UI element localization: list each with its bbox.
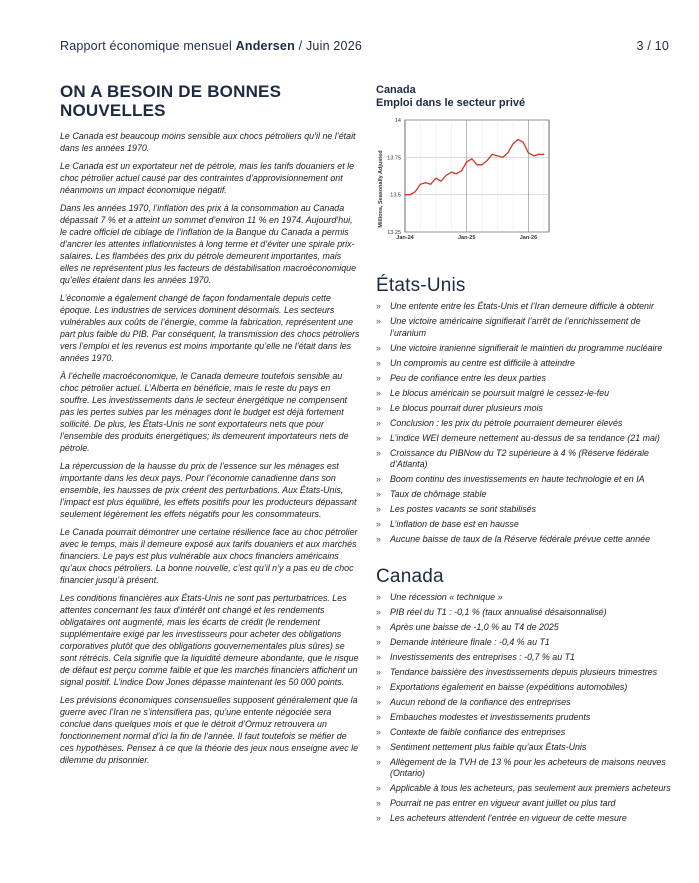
data-point bbox=[538, 154, 539, 155]
data-point bbox=[466, 161, 467, 162]
article-paragraph: À l’échelle macroéconomique, le Canada demeure toutefois sensible au choc pétrolier actuel. L’Alberta en bénéficie, mais le reste du pays en souffre. Les investissements dans le secteur énergétique ne compensent pas les pertes subies par les ménages dont le budget est déjà fortement sollicité. De plus, les États-Unis ne sont exportateurs nets que pour l’ensemble des produits énergétiques; ils demeurent importateurs nets de pétrole. bbox=[60, 371, 349, 453]
bullet-text: Une récession « technique » bbox=[390, 591, 503, 602]
bullet-text: L’indice WEI demeure nettement au-dessus de sa tendance (21 mai) bbox=[390, 432, 660, 443]
bullet-text: Une victoire américaine signifierait l’arrêt de l’enrichissement de l’uranium bbox=[390, 316, 641, 338]
bullet-marker-icon: » bbox=[376, 798, 381, 808]
page-number: 3 / 10 bbox=[636, 39, 669, 53]
bullet-text: Taux de chômage stable bbox=[390, 489, 487, 499]
bullet-marker-icon: » bbox=[376, 696, 381, 707]
bullet-text: Après une baisse de -1,0 % au T4 de 2025 bbox=[390, 621, 559, 632]
data-point bbox=[512, 143, 513, 144]
canada-bullet-item bbox=[376, 813, 676, 825]
bullet-text: Pourrait ne pas entrer en vigueur avant juillet ou plus tard bbox=[390, 798, 616, 808]
us-bullet-item bbox=[376, 448, 676, 471]
bullet-marker-icon: » bbox=[376, 342, 381, 353]
page-header bbox=[60, 39, 672, 53]
data-point bbox=[502, 157, 503, 158]
y-tick-label: 13.75 bbox=[387, 155, 401, 162]
data-point bbox=[446, 175, 447, 176]
data-point bbox=[456, 173, 457, 174]
bullet-marker-icon: » bbox=[376, 447, 381, 458]
bullet-text: Investissements des entreprises : -0,7 % au T1 bbox=[390, 651, 575, 662]
bullet-text: Peu de confiance entre les deux parties bbox=[390, 372, 546, 383]
article-paragraph: Les conditions financières aux États-Unis ne sont pas perturbatrices. Les attentes concernant les taux d’intérêt ont changé et les rendements obligataires ont augmenté, mais les écarts de crédit (le rendement supplémentaire exigé par les investisseurs pour acheter des obligations corporatives plutôt que des obligations gouvernementales plus sûres) se sont rétrécis. Cela signifie que la liquidité demeure abondante, que le risque de défaut est perçu comme faible et que les marchés financiers affichent un signal positif. L’indice Dow Jones dépasse maintenant les 50 000 points. bbox=[60, 593, 359, 687]
bullet-text: Contexte de faible confiance des entreprises bbox=[390, 726, 566, 737]
article-paragraph: Le Canada est un exportateur net de pétrole, mais les tarifs douaniers et le choc pétrolier actuel causé par des contraintes d’approvisionnement ont néanmoins un impact économique négatif. bbox=[60, 161, 355, 195]
us-bullet-list bbox=[376, 301, 676, 546]
us-bullet-item bbox=[376, 343, 676, 355]
data-point bbox=[420, 184, 421, 185]
bullet-marker-icon: » bbox=[376, 474, 381, 484]
bullet-text: Les postes vacants se sont stabilisés bbox=[390, 504, 537, 514]
us-bullet-item bbox=[376, 316, 676, 339]
canada-bullet-item bbox=[376, 622, 676, 634]
canada-bullet-item bbox=[376, 757, 676, 780]
us-section bbox=[376, 275, 676, 546]
bullet-text: L’inflation de base est en hausse bbox=[390, 519, 519, 529]
bullet-text: Tendance baissière des investissements depuis plusieurs trimestres bbox=[390, 666, 658, 677]
bullet-text: Le blocus américain se poursuit malgré le cessez-le-feu bbox=[390, 387, 610, 398]
article-paragraph: Le Canada pourrait démontrer une certaine résilience face au choc pétrolier avec le temps, mais il demeure exposé aux tarifs douaniers et aux marchés financiers. Le pays est plus vulnérable aux chocs financiers américains qu’aux chocs pétroliers. La bonne nouvelle, c’est qu’il n’y a pas eu de choc financier jusqu’à présent. bbox=[60, 527, 358, 585]
data-point bbox=[435, 178, 436, 179]
bullet-marker-icon: » bbox=[376, 432, 381, 443]
canada-heading: Canada bbox=[376, 565, 444, 587]
us-bullet-item bbox=[376, 519, 676, 531]
data-point bbox=[451, 172, 452, 173]
brand-name: Andersen bbox=[235, 39, 295, 53]
bullet-marker-icon: » bbox=[376, 372, 381, 383]
bullet-marker-icon: » bbox=[376, 783, 381, 793]
bullet-marker-icon: » bbox=[376, 489, 381, 499]
report-name: Rapport économique mensuel bbox=[60, 39, 232, 53]
y-axis-label: Millions, Seasonally Adjusted bbox=[378, 150, 384, 228]
bullet-marker-icon: » bbox=[376, 726, 381, 737]
canada-bullet-item bbox=[376, 607, 676, 619]
bullet-marker-icon: » bbox=[376, 402, 381, 413]
bullet-marker-icon: » bbox=[376, 316, 381, 326]
bullet-text: Conclusion : les prix du pétrole pourraient demeurer élevés bbox=[390, 417, 623, 428]
us-bullet-item bbox=[376, 373, 676, 385]
us-bullet-item bbox=[376, 534, 676, 546]
article-column bbox=[60, 82, 360, 772]
bullet-marker-icon: » bbox=[376, 681, 381, 692]
article-paragraph: Dans les années 1970, l’inflation des prix à la consommation au Canada dépassait 7 % et a atteint un sommet d’environ 11 % en 1974. Aujourd’hui, le cadre officiel de ciblage de l’inflation de la Banque du Canada a permis d’ancrer les attentes inflationnistes à long terme et d’éviter une spirale prix-salaires. Les flambées des prix du pétrole demeurent importantes, mais elles ne représentent plus les facteurs de déstabilisation macroéconomique qu’elles étaient dans les années 1970. bbox=[60, 203, 357, 285]
canada-bullet-item bbox=[376, 637, 676, 649]
chart-title: Canada bbox=[376, 84, 416, 96]
canada-bullet-item bbox=[376, 742, 676, 754]
bullet-marker-icon: » bbox=[376, 417, 381, 428]
canada-bullet-item bbox=[376, 783, 676, 795]
us-bullet-item bbox=[376, 474, 676, 486]
bullet-text: Une entente entre les États-Unis et l’Iran demeure difficile à obtenir bbox=[390, 301, 654, 311]
data-point bbox=[523, 142, 524, 143]
data-point bbox=[440, 181, 441, 182]
bullet-text: Le blocus pourrait durer plusieurs mois bbox=[390, 402, 543, 413]
y-tick-label: 13.5 bbox=[390, 192, 401, 199]
us-bullet-item bbox=[376, 358, 676, 370]
bullet-marker-icon: » bbox=[376, 756, 381, 767]
data-point bbox=[461, 170, 462, 171]
bullet-marker-icon: » bbox=[376, 504, 381, 514]
us-bullet-item bbox=[376, 418, 676, 430]
chart-container bbox=[376, 114, 676, 261]
us-bullet-item bbox=[376, 388, 676, 400]
us-bullet-item bbox=[376, 433, 676, 445]
data-point bbox=[476, 164, 477, 165]
us-bullet-item bbox=[376, 403, 676, 415]
x-tick-label: Jan-26 bbox=[519, 235, 538, 241]
bullet-marker-icon: » bbox=[376, 741, 381, 752]
bullet-marker-icon: » bbox=[376, 534, 381, 544]
article-paragraph: La répercussion de la hausse du prix de l’essence sur les ménages est importante dans les deux pays. Pour l’économie canadienne dans son ensemble, les hausses de prix créent des perturbations. Aux États-Unis, l’impact est plus équilibré, les effets positifs pour les producteurs dépassant seulement légèrement les effets négatifs pour les consommateurs. bbox=[60, 461, 357, 519]
data-point bbox=[471, 158, 472, 159]
data-point bbox=[410, 194, 411, 195]
article-paragraph: L’économie a également changé de façon fondamentale depuis cette époque. Les industries de services dominent désormais. Les secteurs vulnérables aux coûts de l’énergie, comme la fabrication, représentent une part plus faible du PIB. Par conséquent, la transmission des chocs pétroliers vers l’emploi et les revenus est moins importante qu’elle ne l’était dans les années 1970. bbox=[60, 293, 360, 363]
bullet-text: Demande intérieure finale : -0,4 % au T1 bbox=[390, 636, 550, 647]
bullet-text: Boom continu des investissements en haute technologie et en IA bbox=[390, 474, 645, 484]
data-point bbox=[492, 154, 493, 155]
data-point bbox=[528, 152, 529, 153]
canada-bullet-item bbox=[376, 798, 676, 810]
article-title: ON A BESOIN DE BONNES NOUVELLES bbox=[60, 82, 282, 120]
header-separator: / bbox=[298, 39, 303, 53]
data-point bbox=[487, 160, 488, 161]
canada-bullet-item bbox=[376, 652, 676, 664]
data-point bbox=[482, 164, 483, 165]
bullet-marker-icon: » bbox=[376, 636, 381, 647]
bullet-text: Embauches modestes et investissements prudents bbox=[390, 711, 591, 722]
data-point bbox=[425, 182, 426, 183]
canada-bullet-item bbox=[376, 727, 676, 739]
bullet-marker-icon: » bbox=[376, 301, 381, 311]
article-paragraph: Les prévisions économiques consensuelles supposent généralement que la guerre avec l’Iran ne s’intensifiera pas, qu’une entente négociée sera conclue dans quelques mois et que le détroit d’Ormuz retrouvera un fonctionnement normal d’ici la fin de l’année. Il faut toutefois se méfier de ces hypothèses. Pensez à ce que la théorie des jeux nous enseigne avec le dilemme du prisonnier. bbox=[60, 695, 359, 765]
bullet-text: PIB réel du T1 : -0,1 % (taux annualisé désaisonnalisé) bbox=[390, 606, 607, 617]
article-paragraph: Le Canada est beaucoup moins sensible aux chocs pétroliers qu’il ne l’était dans les années 1970. bbox=[60, 131, 356, 153]
bullet-text: Les acheteurs attendent l’entrée en vigueur de cette mesure bbox=[390, 813, 627, 823]
bullet-text: Allègement de la TVH de 13 % pour les acheteurs de maisons neuves (Ontario) bbox=[390, 756, 666, 778]
bullet-text: Exportations également en baisse (expéditions automobiles) bbox=[390, 681, 628, 692]
bullet-marker-icon: » bbox=[376, 387, 381, 398]
canada-bullet-item bbox=[376, 697, 676, 709]
employment-chart bbox=[376, 114, 576, 256]
canada-bullet-item bbox=[376, 592, 676, 604]
canada-section bbox=[376, 566, 676, 825]
us-heading: États-Unis bbox=[376, 275, 466, 296]
canada-bullet-item bbox=[376, 682, 676, 694]
bullet-marker-icon: » bbox=[376, 666, 381, 677]
canada-bullet-item bbox=[376, 712, 676, 724]
data-point bbox=[497, 155, 498, 156]
bullet-marker-icon: » bbox=[376, 651, 381, 662]
bullet-marker-icon: » bbox=[376, 711, 381, 722]
canada-bullet-item bbox=[376, 667, 676, 679]
bullet-marker-icon: » bbox=[376, 621, 381, 632]
bullet-text: Applicable à tous les acheteurs, pas seulement aux premiers acheteurs bbox=[390, 783, 671, 793]
data-point bbox=[518, 139, 519, 140]
us-bullet-item bbox=[376, 504, 676, 516]
data-point bbox=[507, 152, 508, 153]
bullet-text: Une victoire iranienne signifierait le maintien du programme nucléaire bbox=[390, 342, 663, 353]
report-date: Juin 2026 bbox=[305, 39, 362, 53]
bullet-text: Aucune baisse de taux de la Réserve fédérale prévue cette année bbox=[390, 534, 651, 544]
data-point bbox=[543, 154, 544, 155]
data-point bbox=[415, 191, 416, 192]
data-point bbox=[430, 184, 431, 185]
canada-bullet-list bbox=[376, 592, 676, 825]
chart-subtitle: Emploi dans le secteur privé bbox=[376, 97, 526, 109]
sidebar-column bbox=[376, 84, 676, 828]
bullet-text: Un compromis au centre est difficile à atteindre bbox=[390, 357, 575, 368]
bullet-marker-icon: » bbox=[376, 519, 381, 529]
y-tick-label: 14 bbox=[394, 118, 401, 124]
bullet-marker-icon: » bbox=[376, 357, 381, 368]
bullet-marker-icon: » bbox=[376, 606, 381, 617]
y-tick-label: 13.25 bbox=[387, 230, 401, 236]
us-bullet-item bbox=[376, 489, 676, 501]
x-tick-label: Jan-24 bbox=[396, 235, 414, 241]
bullet-text: Croissance du PIBNow du T2 supérieure à 4 % (Réserve fédérale d’Atlanta) bbox=[390, 447, 649, 469]
us-bullet-item bbox=[376, 301, 676, 313]
bullet-marker-icon: » bbox=[376, 591, 381, 602]
bullet-text: Sentiment nettement plus faible qu’aux États-Unis bbox=[390, 741, 587, 752]
x-tick-label: Jan-25 bbox=[457, 235, 476, 241]
data-point bbox=[533, 155, 534, 156]
data-point bbox=[404, 194, 405, 195]
plot-frame bbox=[405, 120, 549, 232]
bullet-marker-icon: » bbox=[376, 813, 381, 823]
bullet-text: Aucun rebond de la confiance des entreprises bbox=[390, 696, 571, 707]
